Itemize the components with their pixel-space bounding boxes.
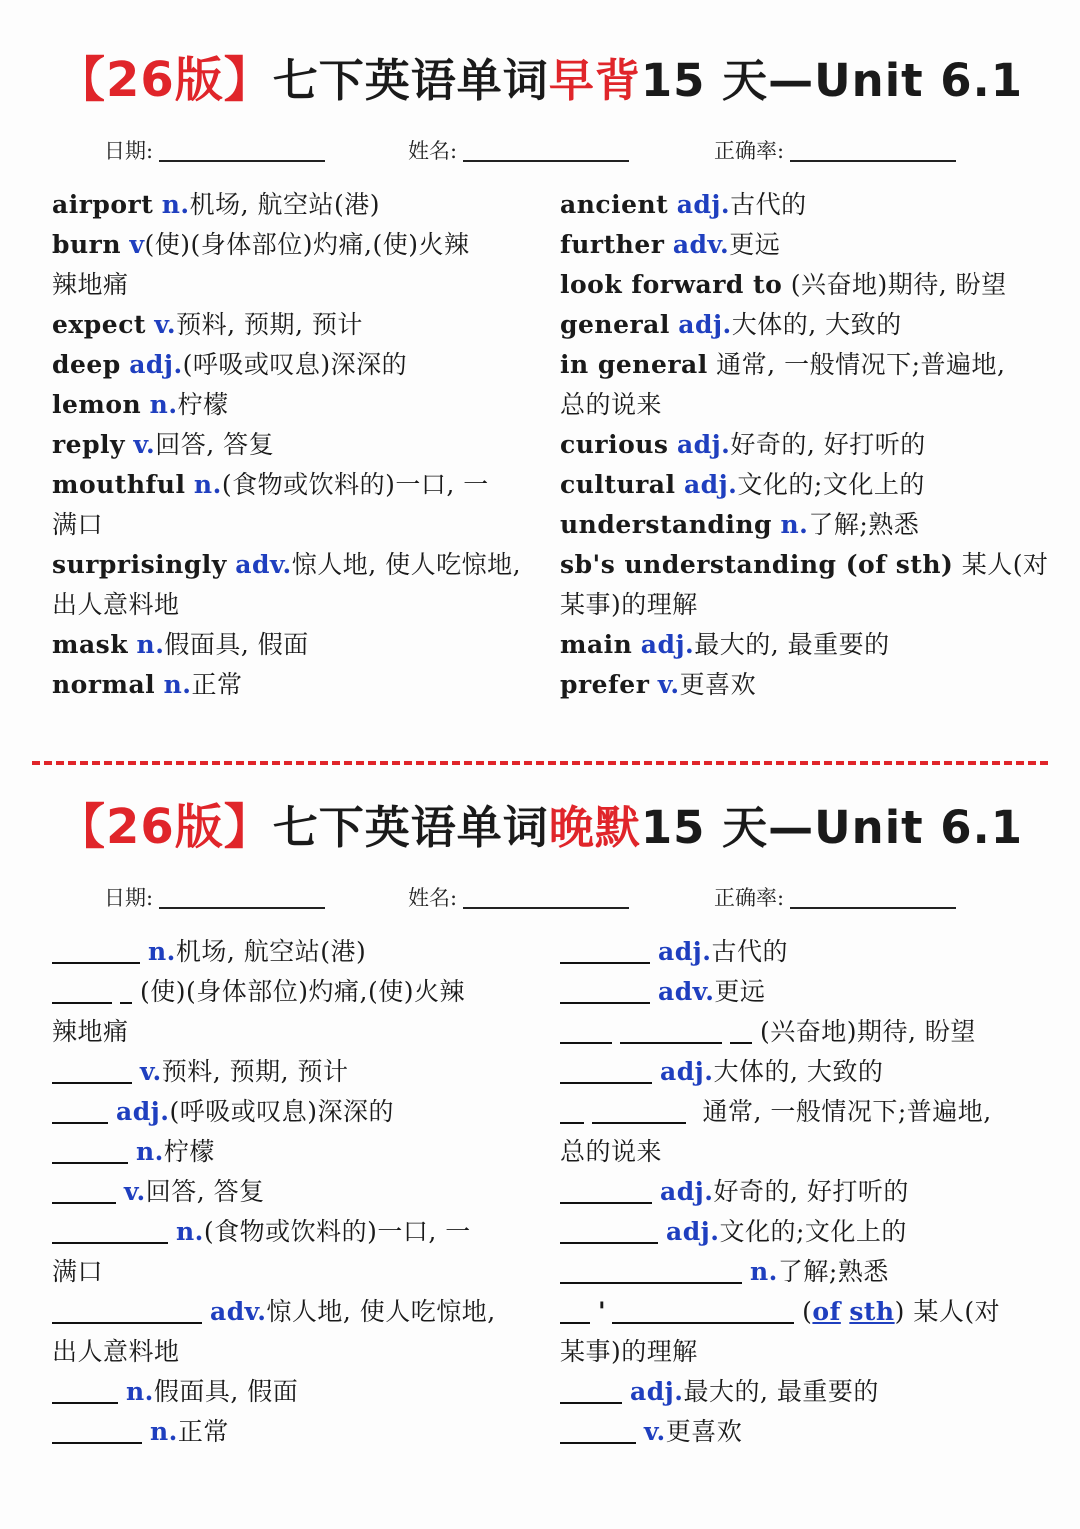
chinese-meaning: 最大的, 最重要的: [694, 630, 890, 659]
part-of-speech: adj.: [676, 190, 731, 219]
vocab-line: [52, 625, 530, 665]
answer-blank: [52, 1212, 168, 1244]
date-blank: [159, 132, 325, 162]
part-of-speech: adj.: [666, 1217, 720, 1246]
chinese-meaning: 回答, 答复: [145, 1177, 265, 1206]
chinese-meaning: 某事)的理解: [560, 590, 698, 619]
of-word: of: [812, 1297, 841, 1326]
apostrophe: ': [598, 1297, 607, 1326]
vocab-line: [560, 665, 1030, 705]
english-word: sb's understanding (of sth): [560, 550, 954, 579]
english-word: general: [560, 310, 670, 339]
chinese-meaning: 更远: [714, 977, 766, 1006]
answer-blank: [52, 1052, 132, 1084]
chinese-meaning: 最大的, 最重要的: [683, 1377, 879, 1406]
answer-blank: [560, 1092, 584, 1124]
chinese-meaning: 更远: [729, 230, 781, 259]
part-of-speech: adj.: [683, 470, 738, 499]
part-of-speech: v.: [644, 1417, 666, 1446]
accuracy-blank: [790, 879, 956, 909]
morning-title: [0, 35, 1080, 125]
vocab-line: [560, 385, 1030, 425]
chinese-meaning: (食物或饮料的)一口, 一: [203, 1217, 471, 1246]
title-main: 七下英语单词: [272, 54, 549, 107]
chinese-meaning: (使)(身体部位)灼痛,(使)火辣: [140, 977, 465, 1006]
vocab-line: [52, 665, 530, 705]
answer-blank: [620, 1012, 722, 1044]
part-of-speech: v.: [140, 1057, 162, 1086]
vocab-line: [52, 1092, 530, 1132]
chinese-meaning: 出人意料地: [52, 590, 180, 619]
evening-right-column: [560, 932, 1030, 1452]
english-word: prefer: [560, 670, 650, 699]
vocab-line: [52, 425, 530, 465]
english-word: mouthful: [52, 470, 186, 499]
chinese-meaning: 回答, 答复: [155, 430, 275, 459]
answer-blank: [560, 1172, 652, 1204]
vocab-line: [52, 1212, 530, 1252]
english-word: in general: [560, 350, 708, 379]
chinese-meaning: 更喜欢: [665, 1417, 743, 1446]
vocab-line: [560, 185, 1030, 225]
answer-blank: [52, 1292, 202, 1324]
chinese-meaning: 总的说来: [560, 390, 663, 419]
vocab-line: [560, 465, 1030, 505]
english-word: main: [560, 630, 633, 659]
vocab-line: [52, 465, 530, 505]
date-label: 日期:: [104, 886, 154, 910]
part-of-speech: adj.: [660, 1177, 714, 1206]
chinese-meaning: (兴奋地)期待, 盼望: [760, 1017, 976, 1046]
answer-blank: [560, 1252, 742, 1284]
chinese-meaning: 柠檬: [177, 390, 229, 419]
chinese-meaning: 柠檬: [163, 1137, 215, 1166]
answer-blank: [560, 1212, 658, 1244]
part-of-speech: n.: [149, 390, 178, 419]
vocab-line: [52, 265, 530, 305]
vocab-line: [52, 225, 530, 265]
morning-left-column: [52, 185, 530, 705]
vocab-line: [52, 585, 530, 625]
vocab-line: [560, 1052, 1030, 1092]
vocab-line: [52, 545, 530, 585]
chinese-meaning: 了解;熟悉: [777, 1257, 889, 1286]
chinese-meaning: (食物或饮料的)一口, 一: [221, 470, 489, 499]
vocab-line: ' (of sth) 某人(对: [560, 1292, 1030, 1332]
title-tag: 【26版】: [56, 799, 273, 855]
accuracy-field: [714, 131, 956, 171]
english-word: deep: [52, 350, 121, 379]
chinese-meaning: 辣地痛: [52, 1017, 129, 1046]
english-word: mask: [52, 630, 129, 659]
vocab-line: [560, 305, 1030, 345]
evening-title: [0, 782, 1080, 872]
chinese-meaning: 了解;熟悉: [808, 510, 920, 539]
chinese-meaning: 大体的, 大致的: [713, 1057, 884, 1086]
dashed-divider: [32, 761, 1048, 765]
vocab-line: [560, 1412, 1030, 1452]
part-of-speech: v.: [133, 430, 156, 459]
answer-blank: [592, 1092, 686, 1124]
vocab-line: [560, 1172, 1030, 1212]
english-word: expect: [52, 310, 146, 339]
title-main: 七下英语单词: [272, 801, 549, 854]
part-of-speech: v.: [154, 310, 177, 339]
answer-blank: [52, 1412, 142, 1444]
answer-blank: [560, 932, 650, 964]
accuracy-label: 正确率:: [714, 139, 785, 163]
chinese-meaning: 机场, 航空站(港): [175, 937, 367, 966]
accuracy-blank: [790, 132, 956, 162]
date-label: 日期:: [104, 139, 154, 163]
part-of-speech: v.: [124, 1177, 146, 1206]
vocab-line: [560, 1012, 1030, 1052]
vocab-line: [560, 425, 1030, 465]
english-word: further: [560, 230, 665, 259]
chinese-meaning: 文化的;文化上的: [737, 470, 925, 499]
chinese-meaning: 大体的, 大致的: [731, 310, 902, 339]
name-blank: [463, 879, 629, 909]
part-of-speech: adj.: [658, 937, 712, 966]
vocab-line: [52, 505, 530, 545]
chinese-meaning: 满口: [52, 510, 104, 539]
chinese-meaning: 预料, 预期, 预计: [176, 310, 363, 339]
vocab-line: [52, 1252, 530, 1292]
answer-blank: [560, 972, 650, 1004]
evening-left-column: [52, 932, 530, 1452]
vocab-line: [560, 1132, 1030, 1172]
title-tail: 15 天—Unit 6.1: [640, 801, 1024, 854]
english-word: airport: [52, 190, 154, 219]
vocab-line: [560, 1092, 1030, 1132]
vocab-line: [560, 972, 1030, 1012]
name-label: 姓名:: [408, 139, 458, 163]
vocab-line: [52, 385, 530, 425]
part-of-speech: adj.: [630, 1377, 684, 1406]
vocab-line: [560, 932, 1030, 972]
chinese-meaning: 总的说来: [560, 1137, 663, 1166]
chinese-meaning: 文化的;文化上的: [719, 1217, 907, 1246]
part-of-speech: n.: [136, 1137, 164, 1166]
name-label: 姓名:: [408, 886, 458, 910]
part-of-speech: adj.: [129, 350, 183, 379]
sth-word: sth: [849, 1297, 895, 1326]
chinese-meaning: 某人(对: [961, 550, 1049, 579]
chinese-meaning: 假面具, 假面: [153, 1377, 299, 1406]
part-of-speech: v: [129, 230, 145, 259]
vocab-line: [52, 305, 530, 345]
vocab-line: [52, 1372, 530, 1412]
chinese-meaning: 通常, 一般情况下;普遍地,: [716, 350, 1006, 379]
chinese-meaning: 正常: [191, 670, 243, 699]
chinese-meaning: 好奇的, 好打听的: [730, 430, 926, 459]
morning-right-column: [560, 185, 1049, 705]
answer-blank: [730, 1012, 752, 1044]
chinese-meaning: 古代的: [730, 190, 807, 219]
answer-blank: [52, 1132, 128, 1164]
accuracy-label: 正确率:: [714, 886, 785, 910]
evening-info-row: [0, 878, 1080, 918]
date-field: [104, 878, 325, 918]
chinese-meaning: 某事)的理解: [560, 1337, 698, 1366]
english-word: curious: [560, 430, 669, 459]
vocab-line: [52, 972, 530, 1012]
english-word: normal: [52, 670, 156, 699]
vocab-line: [52, 1412, 530, 1452]
part-of-speech: n.: [163, 670, 192, 699]
chinese-meaning: (呼吸或叹息)深深的: [182, 350, 408, 379]
morning-sheet: [0, 35, 1080, 735]
chinese-meaning: (兴奋地)期待, 盼望: [790, 270, 1007, 299]
part-of-speech: adv.: [658, 977, 715, 1006]
accuracy-field: [714, 878, 956, 918]
chinese-meaning: 机场, 航空站(港): [189, 190, 380, 219]
name-field: [408, 878, 629, 918]
english-word: look forward to: [560, 270, 783, 299]
chinese-meaning: 古代的: [711, 937, 788, 966]
vocab-line: [52, 1052, 530, 1092]
answer-blank: [560, 1012, 612, 1044]
date-field: [104, 131, 325, 171]
vocab-line: [560, 545, 1049, 585]
part-of-speech: n.: [148, 937, 176, 966]
chinese-meaning: 假面具, 假面: [164, 630, 309, 659]
chinese-meaning: 正常: [177, 1417, 229, 1446]
vocab-line: [52, 1172, 530, 1212]
answer-blank: [52, 1172, 116, 1204]
vocab-line: [52, 185, 530, 225]
vocab-line: [52, 1292, 530, 1332]
english-word: cultural: [560, 470, 676, 499]
evening-sheet: [0, 782, 1080, 1482]
part-of-speech: adv.: [235, 550, 292, 579]
vocab-line: [560, 625, 1030, 665]
vocab-line: [560, 1372, 1030, 1412]
vocab-line: [560, 1332, 1030, 1372]
part-of-speech: adj.: [676, 430, 731, 459]
morning-info-row: [0, 131, 1080, 171]
chinese-meaning: 某人(对: [913, 1297, 1001, 1326]
vocab-line: [560, 505, 1030, 545]
part-of-speech: n.: [126, 1377, 154, 1406]
title-accent: 早背: [548, 54, 641, 107]
chinese-meaning: 满口: [52, 1257, 104, 1286]
part-of-speech: n.: [193, 470, 222, 499]
chinese-meaning: 辣地痛: [52, 270, 129, 299]
chinese-meaning: (呼吸或叹息)深深的: [169, 1097, 394, 1126]
answer-blank: [120, 972, 132, 1004]
part-of-speech: adj.: [640, 630, 695, 659]
vocab-line: [560, 265, 1030, 305]
english-word: surprisingly: [52, 550, 227, 579]
part-of-speech: v.: [657, 670, 680, 699]
vocab-line: [52, 1332, 530, 1372]
part-of-speech: adj.: [116, 1097, 170, 1126]
part-of-speech: n.: [176, 1217, 204, 1246]
part-of-speech: adv.: [672, 230, 730, 259]
vocab-line: [52, 932, 530, 972]
vocab-line: [560, 345, 1030, 385]
vocab-line: [560, 225, 1030, 265]
english-word: lemon: [52, 390, 142, 419]
chinese-meaning: 预料, 预期, 预计: [161, 1057, 349, 1086]
part-of-speech: n.: [150, 1417, 178, 1446]
part-of-speech: adv.: [210, 1297, 267, 1326]
date-blank: [159, 879, 325, 909]
answer-blank: [560, 1292, 590, 1324]
name-field: [408, 131, 629, 171]
chinese-meaning: (使)(身体部位)灼痛,(使)火辣: [144, 230, 470, 259]
english-word: reply: [52, 430, 126, 459]
chinese-meaning: 好奇的, 好打听的: [713, 1177, 909, 1206]
answer-blank: [52, 1092, 108, 1124]
vocab-line: [560, 1252, 1030, 1292]
chinese-meaning: 惊人地, 使人吃惊地,: [291, 550, 522, 579]
answer-blank: [612, 1292, 794, 1324]
answer-blank: [52, 932, 140, 964]
answer-blank: [52, 972, 112, 1004]
part-of-speech: n.: [750, 1257, 778, 1286]
vocab-line: [52, 345, 530, 385]
part-of-speech: n.: [161, 190, 190, 219]
english-word: burn: [52, 230, 122, 259]
title-tag: 【26版】: [56, 52, 273, 108]
english-word: ancient: [560, 190, 669, 219]
vocab-line: [52, 1012, 530, 1052]
part-of-speech: adj.: [660, 1057, 714, 1086]
part-of-speech: adj.: [678, 310, 732, 339]
title-accent: 晚默: [548, 801, 641, 854]
chinese-meaning: 通常, 一般情况下;普遍地,: [694, 1097, 992, 1126]
title-tail: 15 天—Unit 6.1: [640, 54, 1024, 107]
english-word: understanding: [560, 510, 773, 539]
vocab-line: [560, 585, 1030, 625]
answer-blank: [560, 1372, 622, 1404]
vocab-line: [560, 1212, 1030, 1252]
chinese-meaning: 更喜欢: [679, 670, 757, 699]
answer-blank: [52, 1372, 118, 1404]
answer-blank: [560, 1052, 652, 1084]
part-of-speech: n.: [136, 630, 165, 659]
part-of-speech: n.: [780, 510, 809, 539]
answer-blank: [560, 1412, 636, 1444]
name-blank: [463, 132, 629, 162]
vocab-line: [52, 1132, 530, 1172]
chinese-meaning: 惊人地, 使人吃惊地,: [266, 1297, 496, 1326]
chinese-meaning: 出人意料地: [52, 1337, 180, 1366]
